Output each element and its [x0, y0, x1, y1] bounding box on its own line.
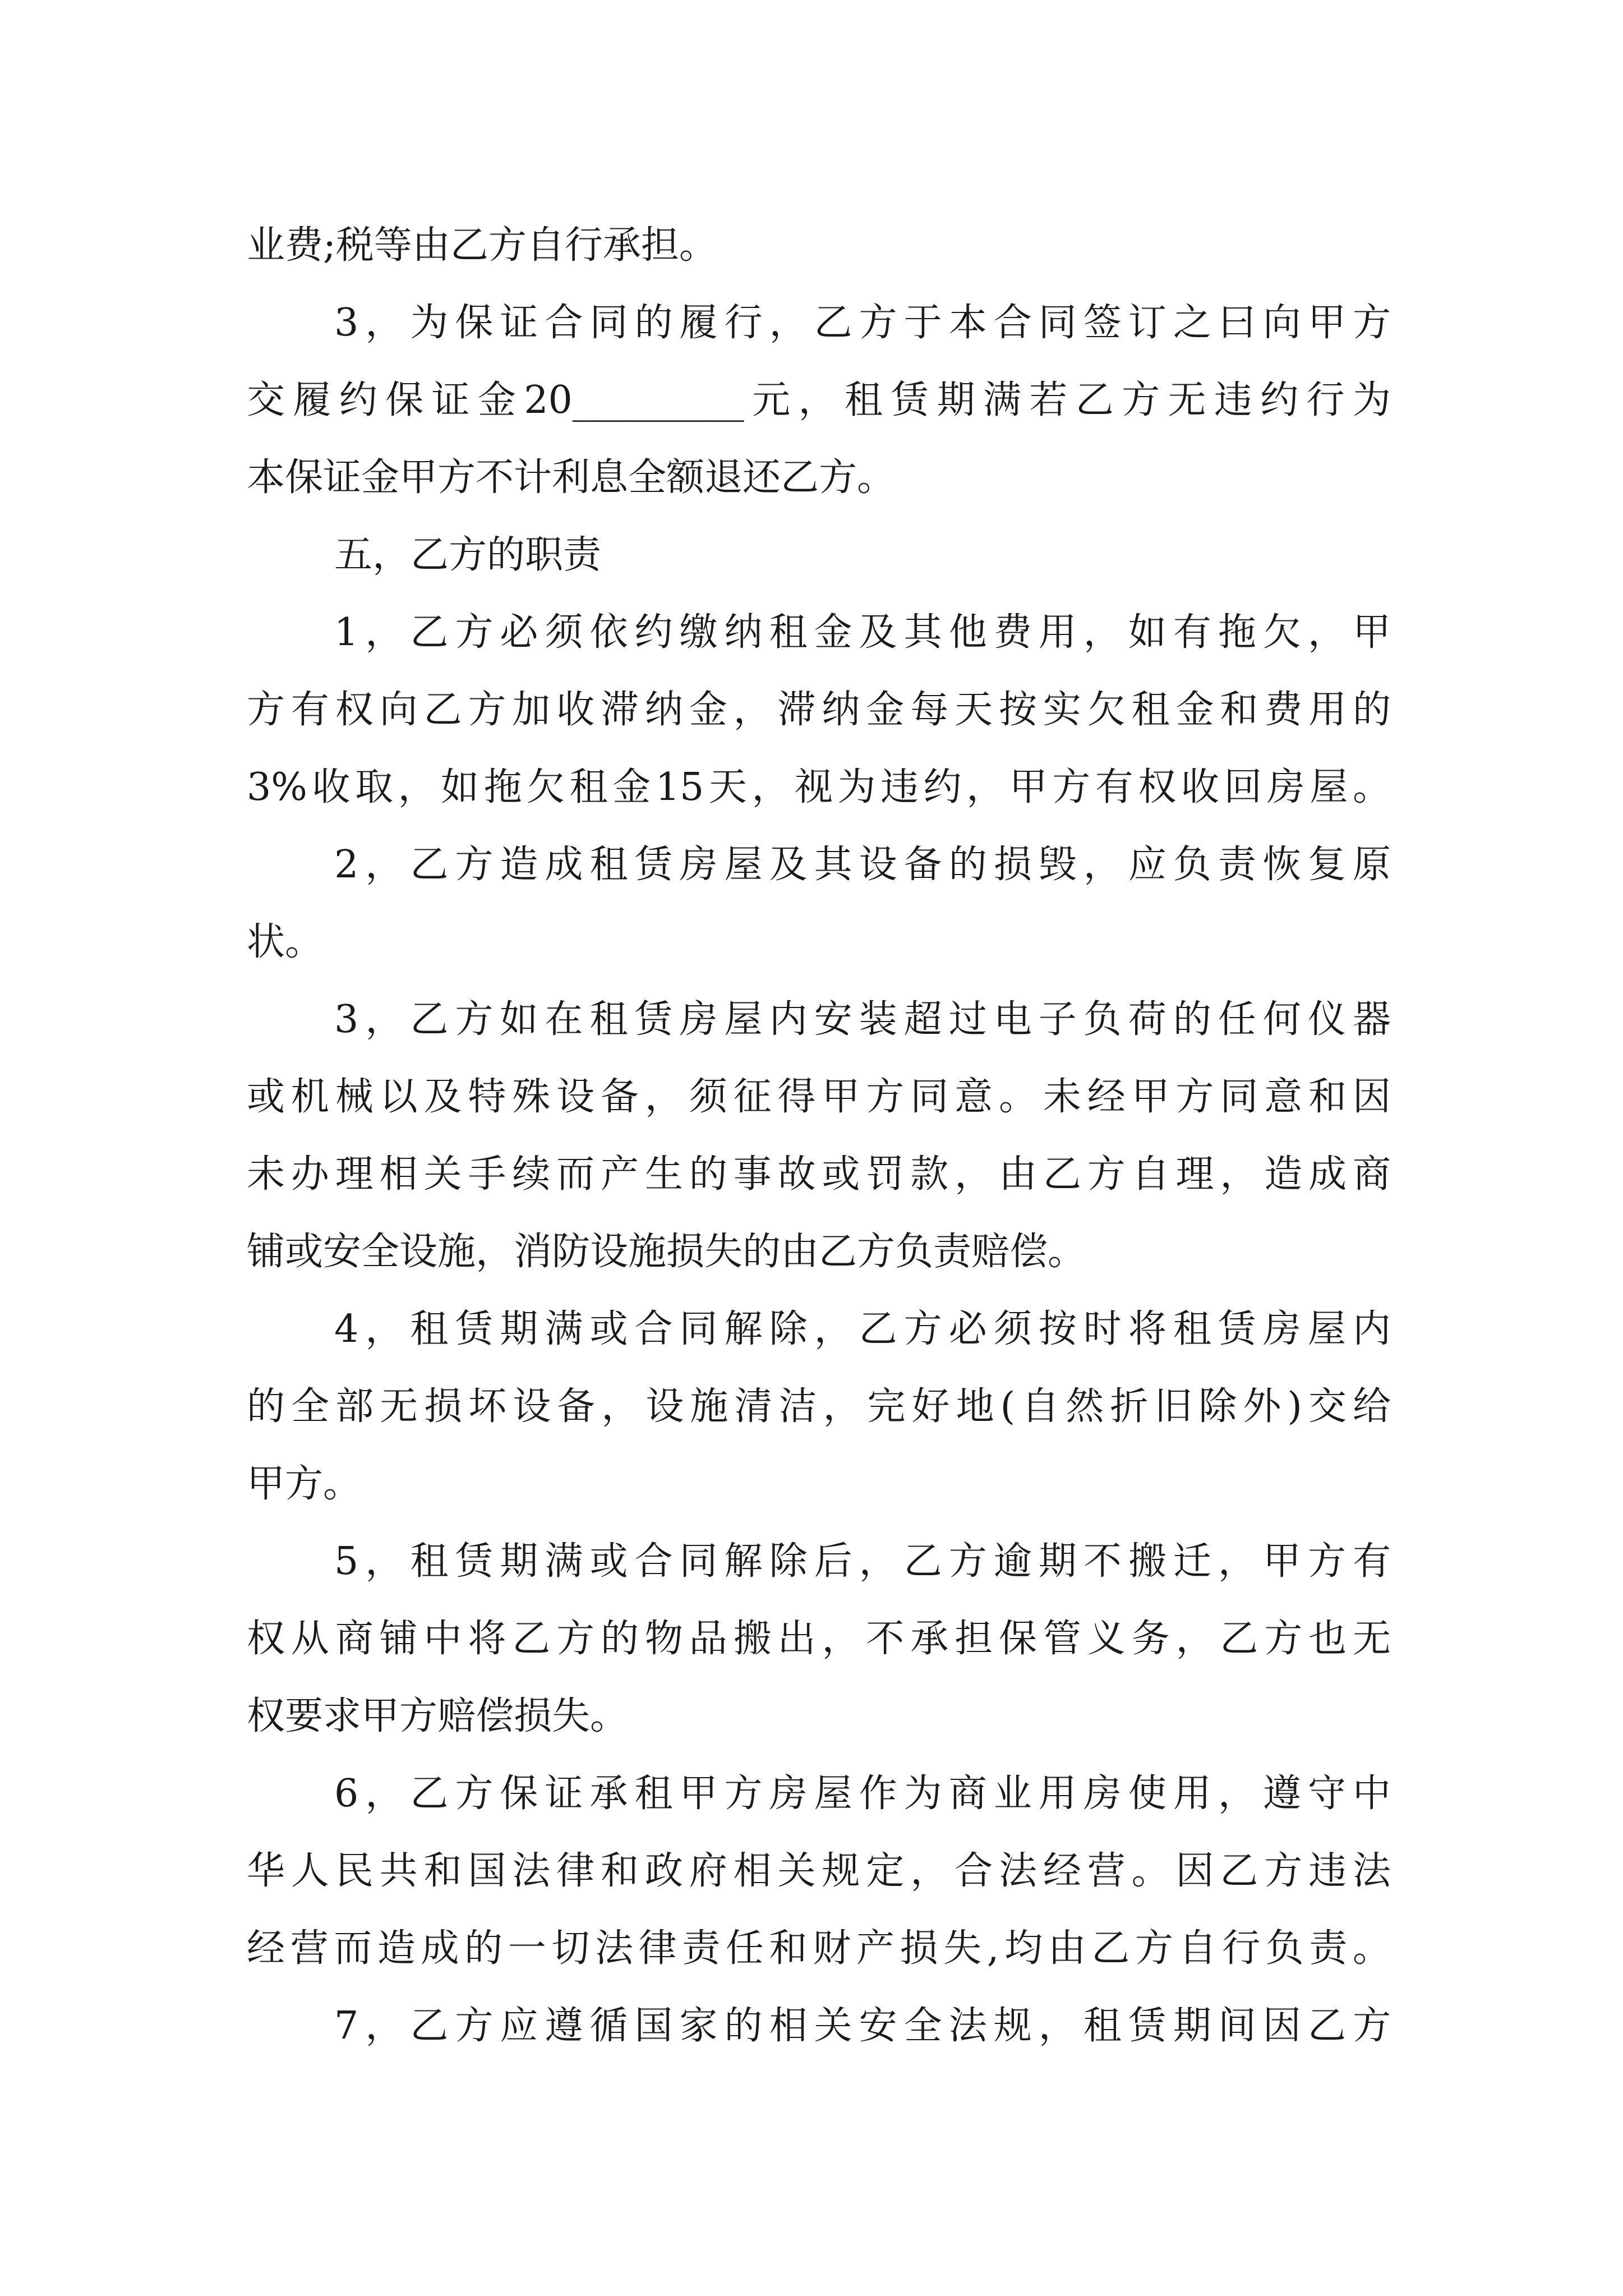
text-line: 3%收取，如拖欠租金15天，视为违约，甲方有权收回房屋。	[247, 765, 1391, 809]
text-line: 6，乙方保证承租甲方房屋作为商业用房使用，遵守中	[334, 1772, 1391, 1816]
text-line: 本保证金甲方不计利息全额退还乙方。	[247, 455, 896, 500]
text-line: 3，乙方如在租赁房屋内安装超过电子负荷的任何仪器	[334, 997, 1391, 1042]
text-line: 权从商铺中将乙方的物品搬出，不承担保管义务，乙方也无	[247, 1617, 1391, 1661]
text-line: 未办理相关手续而产生的事故或罚款，由乙方自理，造成商	[247, 1152, 1391, 1197]
text-line: 或机械以及特殊设备，须征得甲方同意。未经甲方同意和因	[247, 1075, 1391, 1119]
text-line: 4，租赁期满或合同解除，乙方必须按时将租赁房屋内	[334, 1307, 1391, 1351]
text-line: 1，乙方必须依约缴纳租金及其他费用，如有拖欠，甲	[334, 610, 1391, 655]
text-line: 交履约保证金20_________元，租赁期满若乙方无违约行为	[247, 378, 1391, 422]
text-line: 2，乙方造成租赁房屋及其设备的损毁，应负责恢复原	[334, 843, 1391, 887]
text-line: 铺或安全设施，消防设施损失的由乙方负责赔偿。	[247, 1230, 1086, 1274]
text-line: 业费;税等由乙方自行承担。	[247, 223, 717, 268]
text-line: 的全部无损坏设备，设施清洁，完好地(自然折旧除外)交给	[247, 1384, 1391, 1429]
text-line: 甲方。	[247, 1462, 362, 1506]
text-line: 华人民共和国法律和政府相关规定，合法经营。因乙方违法	[247, 1849, 1391, 1893]
text-line: 方有权向乙方加收滞纳金，滞纳金每天按实欠租金和费用的	[247, 688, 1391, 732]
text-line: 7，乙方应遵循国家的相关安全法规，租赁期间因乙方	[334, 2004, 1391, 2048]
text-line: 5，租赁期满或合同解除后，乙方逾期不搬迁，甲方有	[334, 1539, 1391, 1584]
text-line: 3，为保证合同的履行，乙方于本合同签订之曰向甲方	[334, 301, 1391, 345]
text-line: 权要求甲方赔偿损失。	[247, 1694, 629, 1738]
text-line: 状。	[247, 920, 324, 964]
section-heading: 五，乙方的职责	[334, 533, 602, 577]
text-line: 经营而造成的一切法律责任和财产损失,均由乙方自行负责。	[247, 1926, 1391, 1971]
